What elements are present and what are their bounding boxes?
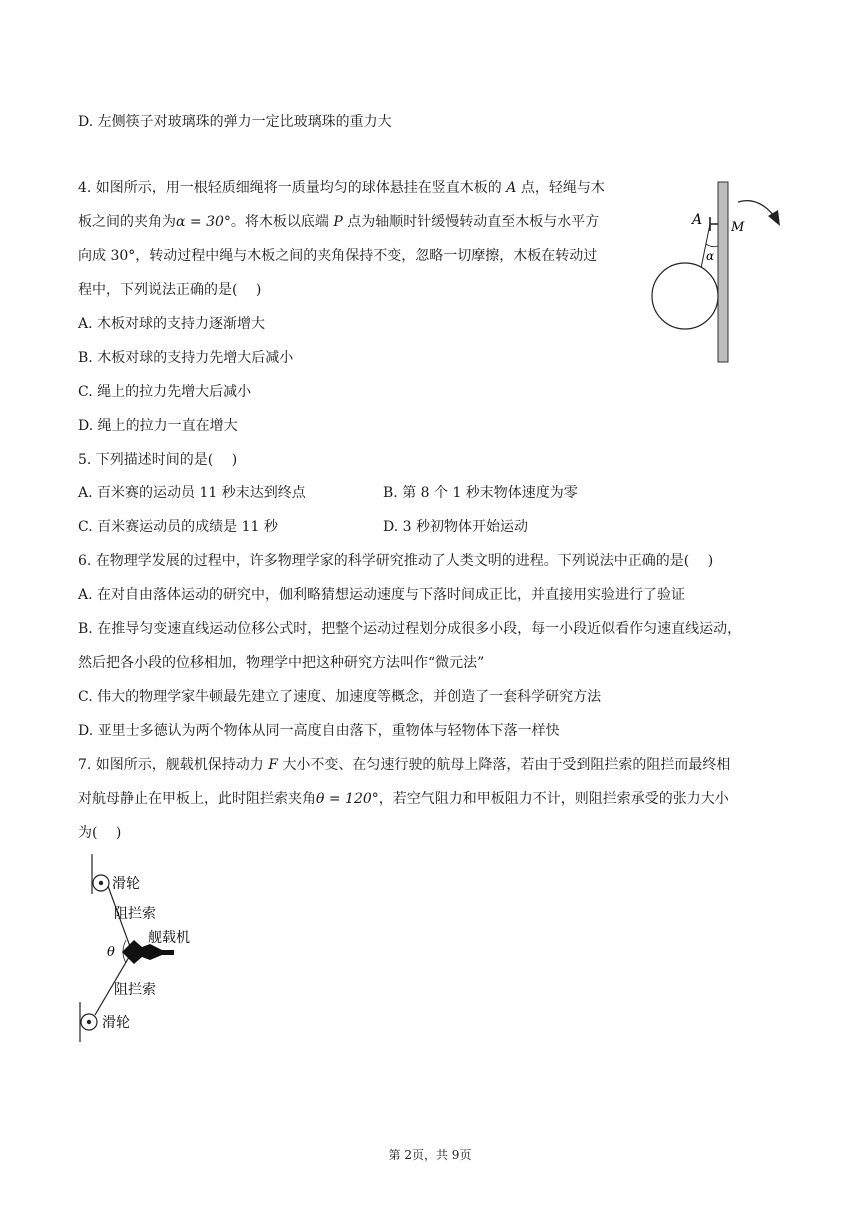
q6-option-c: C. 伟大的物理学家牛顿最先建立了速度、加速度等概念，并创造了一套科学研究方法 <box>78 689 602 705</box>
q3-option-d: D. 左侧筷子对玻璃珠的弹力一定比玻璃珠的重力大 <box>78 114 392 130</box>
q5-option-c: C. 百米赛运动员的成绩是 11 秒 <box>78 519 278 535</box>
q7-label-cable-bottom: 阻拦索 <box>114 982 156 998</box>
wooden-board <box>718 182 728 362</box>
q4-option-c: C. 绳上的拉力先增大后减小 <box>78 384 252 400</box>
ball <box>652 263 718 329</box>
q7-stem-line1: 7. 如图所示，舰载机保持动力 F 大小不变、在匀速行驶的航母上降落，若由于受到阻拦索的阻拦而最终相 <box>78 757 731 773</box>
q5-option-d: D. 3 秒初物体开始运动 <box>383 519 528 535</box>
arrow-head-icon <box>768 210 780 226</box>
q4-option-a: A. 木板对球的支持力逐渐增大 <box>78 316 266 332</box>
q7-stem-line3: 为( ) <box>78 825 122 841</box>
q7-label-theta: θ <box>107 945 115 960</box>
q4-label-m: M <box>731 220 745 235</box>
q5-stem: 5. 下列描述时间的是( ) <box>78 452 238 468</box>
q4-stem-line4: 程中，下列说法正确的是( ) <box>78 282 262 298</box>
q4-stem-line2: 板之间的夹角为α = 30°。将木板以底端 P 点为轴顺时针缓慢转动直至木板与水平方 <box>78 214 600 230</box>
q5-option-b: B. 第 8 个 1 秒末物体速度为零 <box>383 485 578 501</box>
q7-label-pulley-top: 滑轮 <box>112 876 140 892</box>
q7-label-cable-top: 阻拦索 <box>114 906 156 922</box>
hook-icon <box>710 217 718 231</box>
q6-option-a: A. 在对自由落体运动的研究中，伽利略猜想运动速度与下落时间成正比，并直接用实验进行了验证 <box>78 587 686 603</box>
q4-stem-line3: 向成 30°，转动过程中绳与木板之间的夹角保持不变，忽略一切摩擦，木板在转动过 <box>78 248 598 264</box>
pulley-bottom-axle <box>87 1020 91 1024</box>
q4-label-a: A <box>692 212 703 228</box>
q6-option-b-line1: B. 在推导匀变速直线运动位移公式时，把整个运动过程划分成很多小段，每一小段近似看作匀速直线运动， <box>78 621 742 637</box>
q7-label-aircraft: 舰载机 <box>148 930 190 946</box>
page-footer: 第 2页，共 9页 <box>388 1148 472 1162</box>
q6-option-d: D. 亚里士多德认为两个物体从同一高度自由落下，重物体与轻物体下落一样快 <box>78 723 560 739</box>
pulley-top-axle <box>99 881 103 885</box>
q4-stem-line1: 4. 如图所示，用一根轻质细绳将一质量均匀的球体悬挂在竖直木板的 A 点，轻绳与木 <box>78 180 605 196</box>
q4-option-b: B. 木板对球的支持力先增大后减小 <box>78 350 294 366</box>
q6-stem: 6. 在物理学发展的过程中，许多物理学家的科学研究推动了人类文明的进程。下列说法中正确的是( ) <box>78 553 714 569</box>
angle-arc <box>706 244 718 247</box>
q7-figure <box>70 852 240 1048</box>
q4-label-alpha: α <box>706 249 715 263</box>
rotation-arrow <box>738 201 774 216</box>
q7-stem-line2: 对航母静止在甲板上，此时阻拦索夹角θ = 120°，若空气阻力和甲板阻力不计，则阻拦索承受的张力大小 <box>78 791 729 807</box>
q5-option-a: A. 百米赛的运动员 11 秒末达到终点 <box>78 485 306 501</box>
q4-option-d: D. 绳上的拉力一直在增大 <box>78 418 238 434</box>
q4-figure <box>640 178 800 368</box>
q7-label-pulley-bottom: 滑轮 <box>102 1015 130 1031</box>
q6-option-b-line2: 然后把各小段的位移相加，物理学中把这种研究方法叫作“微元法” <box>78 655 485 671</box>
